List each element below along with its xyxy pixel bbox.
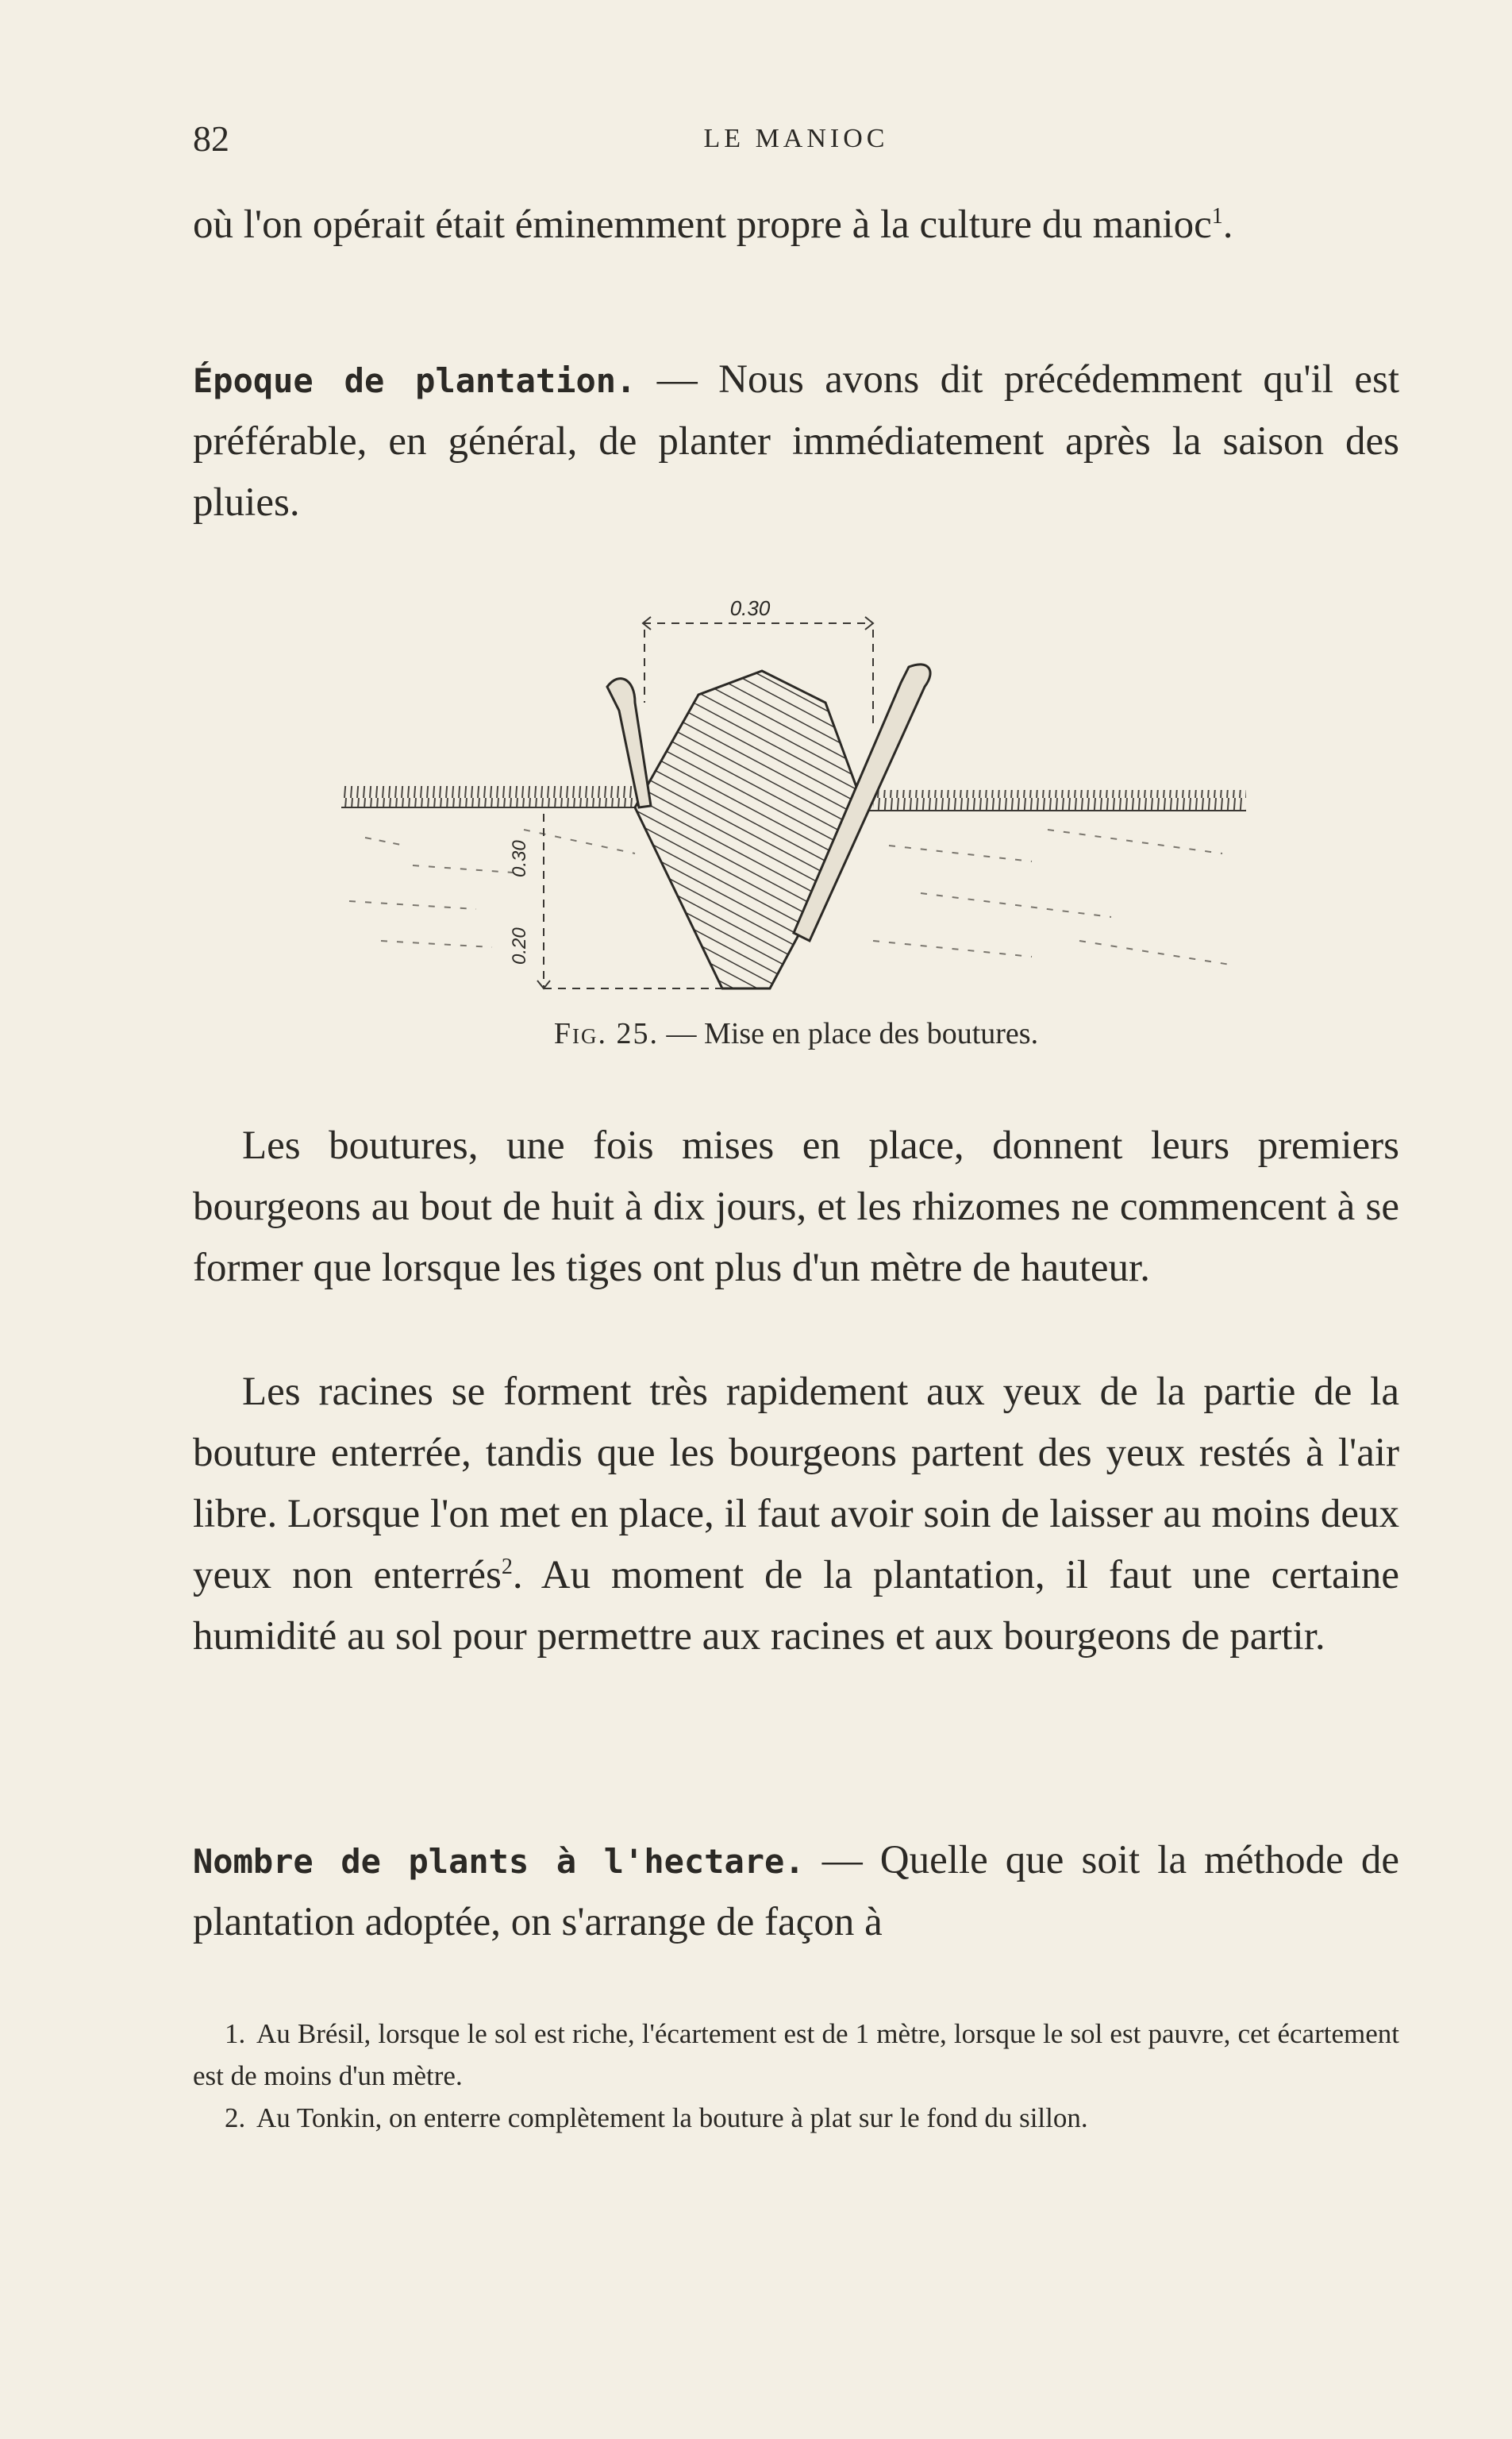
paragraph-text: — Nous avons dit précédemment qu'il est préférable, en général, de planter immédiatement après la saison des pluies.: [193, 357, 1400, 525]
paragraph-boutures: [193, 1115, 1399, 1299]
planting-hole: [635, 671, 865, 988]
page-number: 82: [193, 118, 229, 159]
soil-right: [865, 790, 1246, 965]
paragraph-text: Les racines se forment très rapidement aux yeux de la partie de la bouture enterrée, tandis que les bourgeons partent des yeux restés à l'air libre. Lorsque l'on met en place, il faut avoir soin de laisser au moins deux yeux non enterrés: [193, 1370, 1399, 1597]
soil-left: [341, 786, 635, 947]
footnote-text: Au Brésil, lorsque le sol est riche, l'écartement est de 1 mètre, lorsque le sol est pauvre, cet écartement est de moins d'un mètre.: [193, 2018, 1399, 2091]
paragraph-continuation: [193, 195, 1399, 256]
page-header: [193, 118, 1399, 173]
running-title: LE MANIOC: [703, 124, 889, 153]
footnote-ref-2: 2: [501, 1555, 513, 1579]
section-nombre-de-plants: [193, 1830, 1399, 1953]
footnote-2: [193, 2097, 1399, 2139]
figure-caption-text: — Mise en place des boutures.: [659, 1017, 1039, 1050]
cutting-planting-illustration: [317, 591, 1254, 1004]
figure-planting-diagram: [317, 591, 1254, 1004]
footnote-number: 2.: [225, 2102, 246, 2133]
footnote-ref-1: 1: [1211, 204, 1223, 229]
paragraph-text-continued: . Au moment de la plantation, il faut une certaine humidité au sol pour permettre aux racines et aux bourgeons de partir.: [193, 1553, 1400, 1659]
period: .: [1222, 202, 1233, 247]
footnotes: [193, 2013, 1399, 2139]
dimension-depth-label-b: 0.30: [509, 840, 530, 877]
footnote-number: 1.: [225, 2018, 246, 2049]
dimension-width-label: 0.30: [729, 596, 771, 620]
section-epoque-de-plantation: [193, 349, 1399, 534]
footnote-1: [193, 2013, 1399, 2097]
paragraph-text: — Quelle que soit la méthode de plantation adoptée, on s'arrange de façon à: [193, 1838, 1399, 1944]
paragraph-text: Les boutures, une fois mises en place, donnent leurs premiers bourgeons au bout de huit à dix jours, et les rhizomes ne commencent à se former que lorsque les tiges ont plus d'un mètre de hauteur.: [193, 1123, 1399, 1290]
paragraph-text: où l'on opérait était éminemment propre à la culture du manioc: [193, 202, 1212, 247]
section-title: Nombre de plants à l'hectare.: [193, 1842, 805, 1881]
figure-label: Fig. 25.: [553, 1017, 660, 1050]
section-title: Époque de plantation.: [193, 361, 637, 400]
paragraph-racines: [193, 1362, 1399, 1667]
dimension-depth-label-a: 0.20: [509, 927, 530, 965]
figure-caption: [193, 1016, 1399, 1051]
footnote-text: Au Tonkin, on enterre complètement la bouture à plat sur le fond du sillon.: [256, 2102, 1088, 2133]
